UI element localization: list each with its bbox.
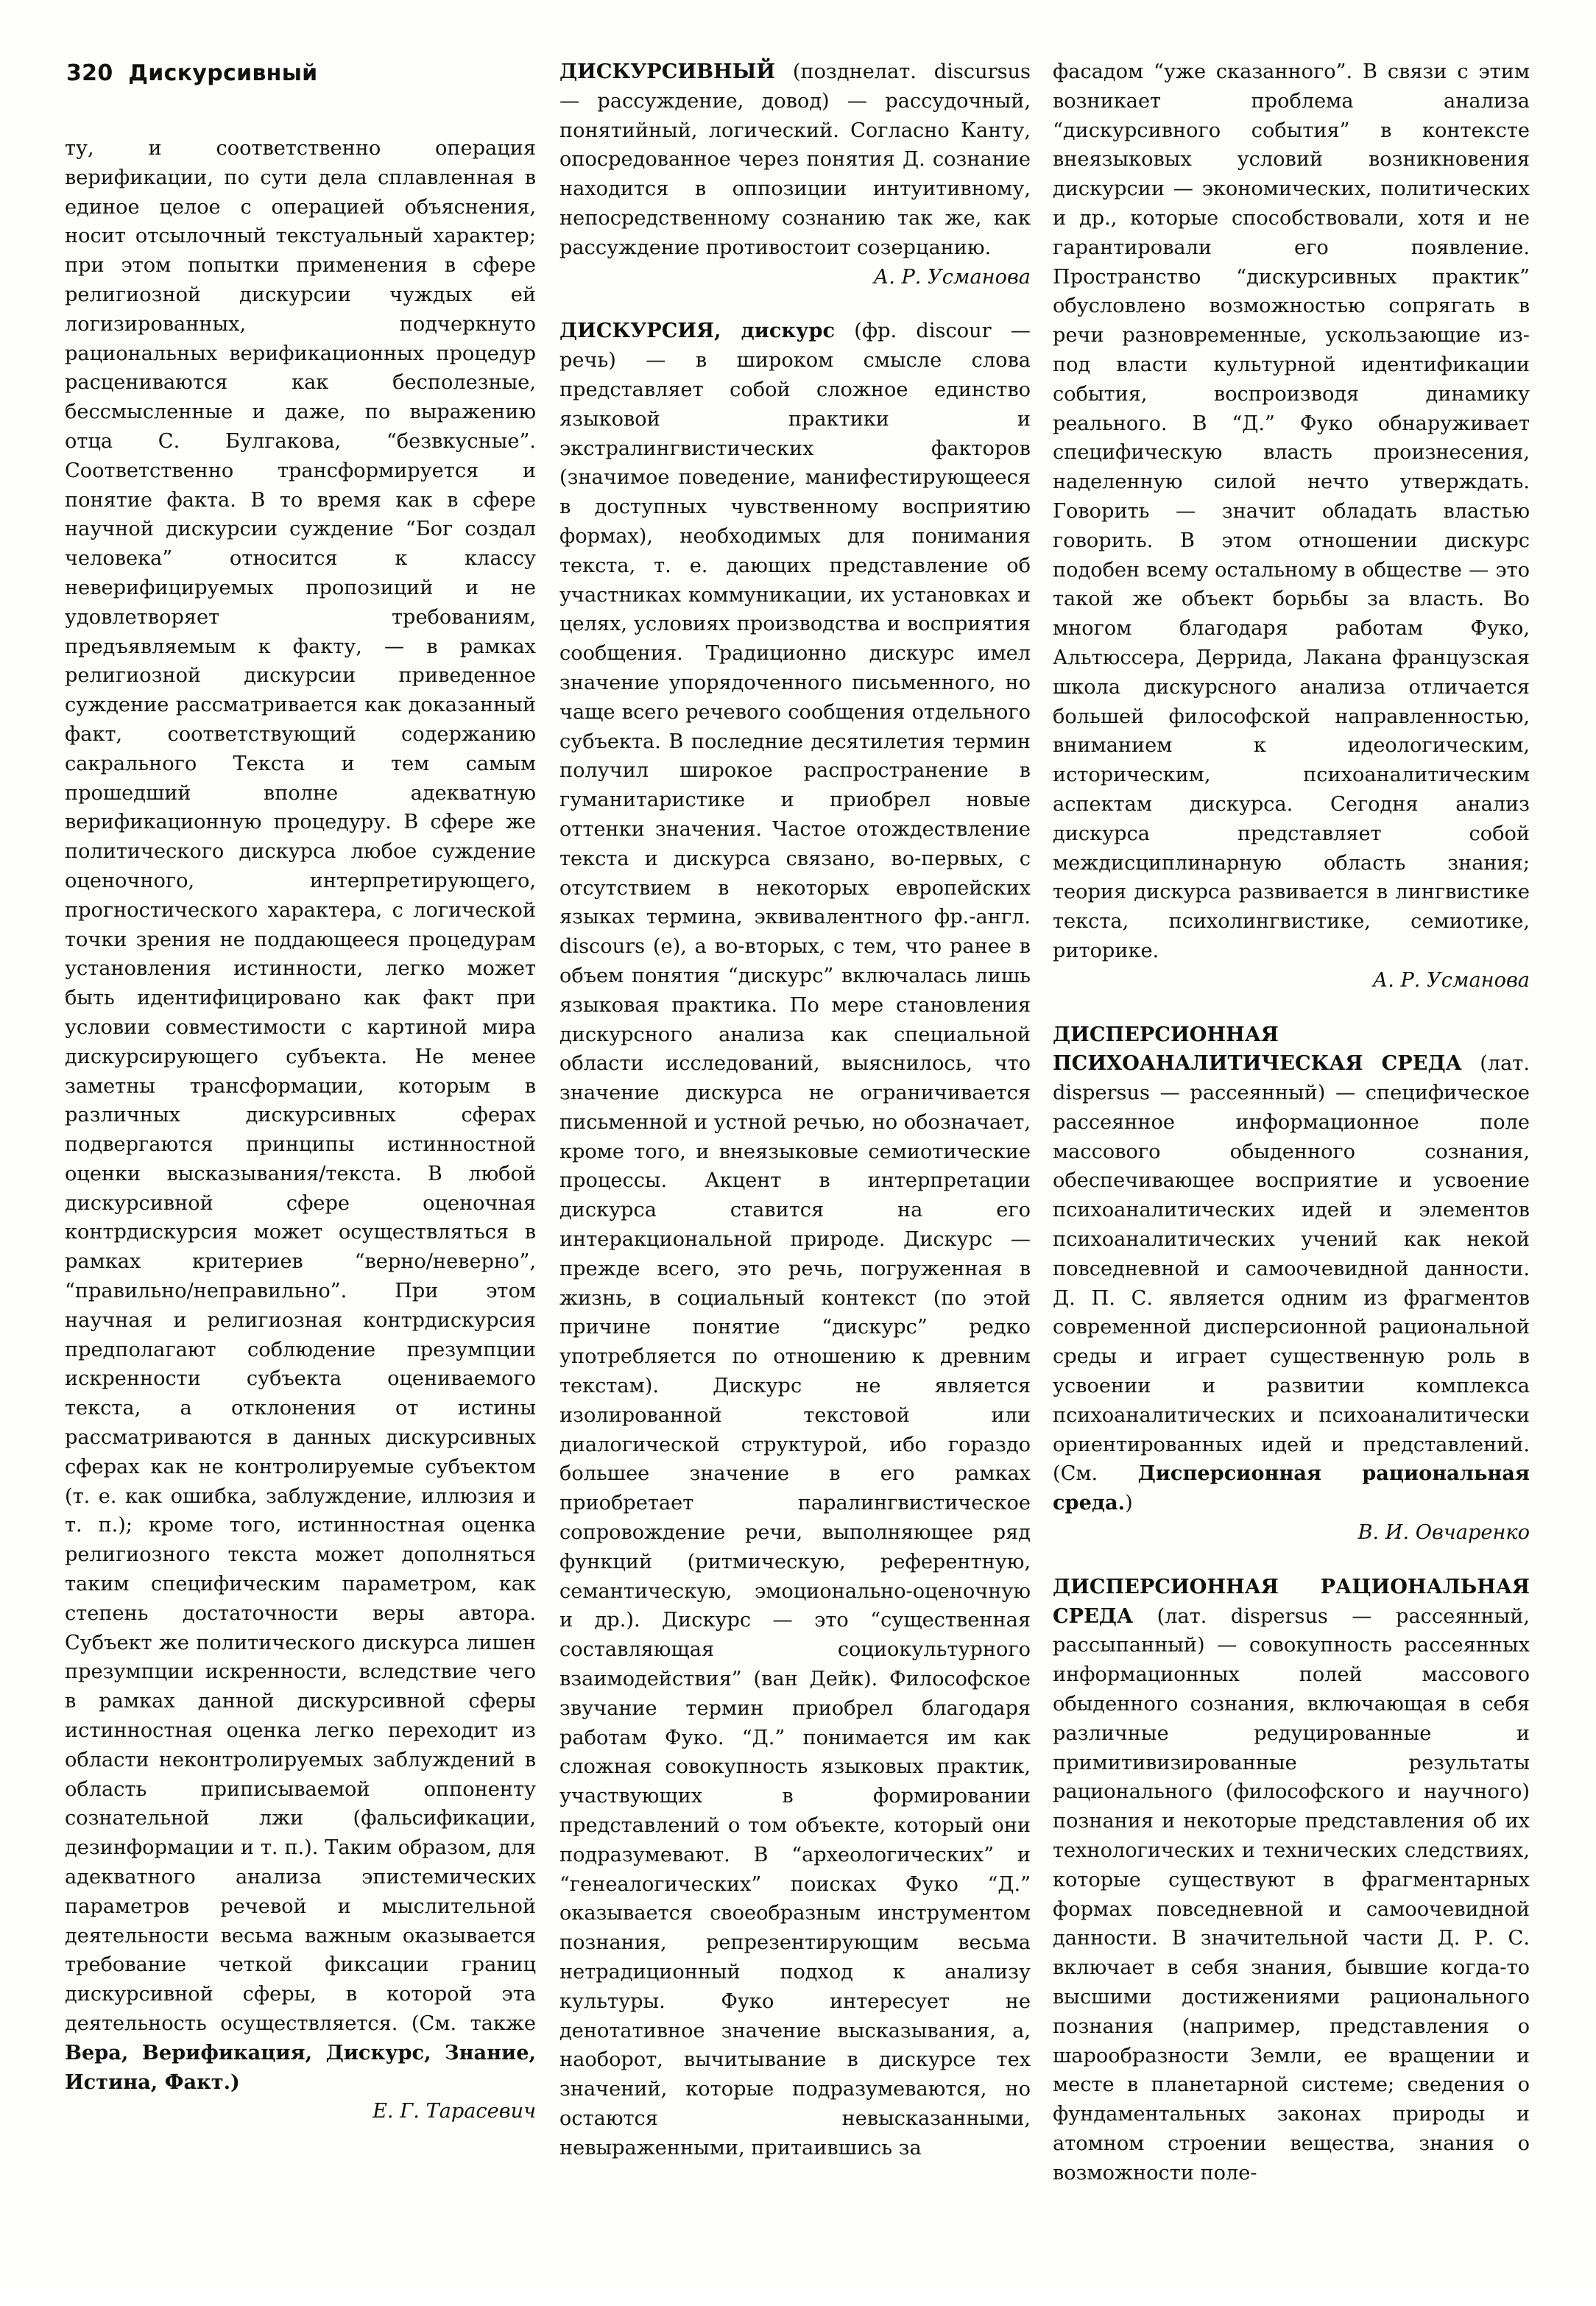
see-prefix: (См. bbox=[1053, 1462, 1138, 1486]
see-also-links: Вера, Верификация, Дискурс, Знание, Истина, Факт.) bbox=[65, 2040, 536, 2094]
entry-headword: ДИСПЕРСИОННАЯ ПСИХОАНАЛИТИЧЕСКАЯ СРЕДА bbox=[1053, 1022, 1462, 1076]
entry-body: (позднелат. discursus — рассуждение, довод) — рассудочный, понятийный, логический. Согласно Канту, опосредованное через понятия Д. сознание находится в оппозиции интуитивному, непосредственному сознанию так же, как рассуждение противостоит созерцанию. bbox=[559, 60, 1031, 259]
running-head bbox=[66, 60, 317, 86]
page-number: 320 bbox=[66, 60, 113, 86]
entry-diskursivny bbox=[559, 57, 1031, 292]
entry-diskursiya bbox=[559, 317, 1031, 2162]
col1-body-text: ту, и соответственно операция верификации, по сути дела сплавленная в единое целое с операцией объяснения, носит отсылочный текстуальный характер; при этом попытки применения в сфере религиозной дискурсии чуждых ей логизированных, подчеркнуто рациональных верификационных процедур расцениваются как бесполезные, бессмысленные и даже, по выражению отца С. Булгакова, “безвкусные”. Соответственно трансформируется и понятие факта. В то время как в сфере научной дискурсии суждение “Бог создал человека” относится к классу неверифицируемых пропозиций и не удовлетворяет требованиям, предъявляемым к факту, — в рамках религиозной дискурсии приведенное суждение рассматривается как доказанный факт, соответствующий содержанию сакрального Текста и тем самым прошедший вполне адекватную верификационную процедуру. В сфере же политического дискурса любое суждение оценочного, интерпретирующего, прогностического характера, с логической точки зрения не поддающееся процедурам установления истинности, легко может быть идентифицировано как факт при условии совместимости с картиной мира дискурсирующего субъекта. Не менее заметны трансформации, которым в различных дискурсивных сферах подвергаются принципы истинностной оценки высказывания/текста. В любой дискурсивной сфере оценочная контрдискурсия может осуществляться в рамках критериев “верно/неверно”, “правильно/неправильно”. При этом научная и религиозная контрдискурсия предполагают соблюдение презумпции искренности субъекта оцениваемого текста, а отклонения от истины рассматриваются в данных дискурсивных сферах как не контролируемые субъектом (т. е. как ошибка, заблуждение, иллюзия и т. п.); кроме того, истинностная оценка религиозного текста может дополняться таким специфическим параметром, как степень достаточности веры автора. Субъект же политического дискурса лишен презумпции искренности, вследствие чего в рамках данной дискурсивной сферы истинностная оценка легко переходит из области неконтролируемых заблуждений в область приписываемой оппоненту сознательной лжи (фальсификации, дезинформации и т. п.). Таким образом, для адекватного анализа эпистемических параметров речевой и мыслительной деятельности весьма важным оказывается требование четкой фиксации границ дискурсивной сферы, в которой эта деятельность осуществляется. (См. также bbox=[65, 137, 536, 2035]
author-signature: А. Р. Усманова bbox=[1372, 968, 1530, 992]
column-3 bbox=[1053, 57, 1530, 2229]
entry-headword: ДИСКУРСИВНЫЙ bbox=[559, 60, 776, 83]
see-also-link: Дисперсионная рациональная среда. bbox=[1053, 1461, 1530, 1515]
author-signature: А. Р. Усманова bbox=[873, 265, 1031, 289]
entry-body: (лат. dispersus — рассеянный, рассыпанный) — совокупность рассеянных информационных полей массового обыденного сознания, включающая в себя различные редуцированные и примитивизированные результаты рационального (философского и научного) познания и некоторые представления об их технологических и технических следствиях, которые существуют в фрагментарных формах повседневной и самоочевидной данности. В значительной части Д. Р. С. включает в себя знания, бывшие когда-то высшими достижениями рационального познания (например, представления о шарообразности Земли, ее вращении и месте в планетарной системе; сведения о фундаментальных законах природы и атомном строении вещества, знания о возможности поле- bbox=[1053, 1604, 1530, 2185]
column-2 bbox=[559, 57, 1031, 2229]
entry-dispersionnaya-ratsionalnaya-sreda bbox=[1053, 1573, 1530, 2188]
see-suffix: ) bbox=[1125, 1492, 1133, 1515]
running-title: Дискурсивный bbox=[128, 60, 318, 86]
entry-body: фасадом “уже сказанного”. В связи с этим возникает проблема анализа “дискурсивного события” в контексте внеязыковых условий возникновения дискурсии — экономических, политических и др., которые способствовали, хотя и не гарантировали его появление. Пространство “дискурсивных практик” обусловлено возможностью сопрягать в речи разновременные, ускользающие из-под власти культурной идентификации события, воспроизводя динамику реального. В “Д.” Фуко обнаруживает специфическую власть произнесения, наделенную силой нечто утверждать. Говорить — значит обладать властью говорить. В этом отношении дискурс подобен всему остальному в обществе — это такой же объект борьбы за власть. Во многом благодаря работам Фуко, Альтюссера, Деррида, Лакана французская школа дискурсного анализа отличается большей философской направленностью, вниманием к идеологическим, историческим, психоаналитическим аспектам дискурса. Сегодня анализ дискурса представляет собой междисциплинарную область знания; теория дискурса развивается в лингвистике текста, психолингвистике, семиотике, риторике. bbox=[1053, 60, 1530, 962]
author-signature: В. И. Овчаренко bbox=[1357, 1521, 1530, 1545]
entry-diskursiya-continued bbox=[1053, 57, 1530, 995]
entry-body: (лат. dispersus — рассеянный) — специфическое рассеянное информационное поле массового обыденного сознания, обеспечивающее восприятие и усвоение психоаналитических идей и элементов психоаналитических учений как некой повседневной и самоочевидной данности. Д. П. С. является одним из фрагментов современной дисперсионной рациональной среды и играет существенную роль в усвоении и развитии комплекса психоаналитических и психоаналитически ориентированных идей и представлений. bbox=[1053, 1052, 1530, 1456]
entry-headword: ДИСКУРСИЯ, дискурс bbox=[559, 319, 836, 343]
column-1 bbox=[65, 134, 536, 2306]
entry-dispersionnaya-psikhoanaliticheskaya-sreda bbox=[1053, 1020, 1530, 1548]
entry-body: (фр. discour — речь) — в широком смысле слова представляет собой сложное единство языковой практики и экстралингвистических факторов (значимое поведение, манифестирующееся в доступных чувственному восприятию формах), необходимых для понимания текста, т. е. дающих представление об участниках коммуникации, их установках и целях, условиях производства и восприятия сообщения. Традиционно дискурс имел значение упорядоченного письменного, но чаще всего речевого сообщения отдельного субъекта. В последние десятилетия термин получил широкое распространение в гуманитаристике и приобрел новые оттенки значения. Частое отождествление текста и дискурса связано, во-первых, с отсутствием в некоторых европейских языках термина, эквивалентного фр.-англ. discours (e), а во-вторых, с тем, что ранее в объем понятия “дискурс” включалась лишь языковая практика. По мере становления дискурсного анализа как специальной области исследований, выяснилось, что значение дискурса не ограничивается письменной и устной речью, но обозначает, кроме того, и внеязыковые семиотические процессы. Акцент в интерпретации дискурса ставится на его интеракциональной природе. Дискурс — прежде всего, это речь, погруженная в жизнь, в социальный контекст (по этой причине понятие “дискурс” редко употребляется по отношению к древним текстам). Дискурс не является изолированной текстовой или диалогической структурой, ибо гораздо большее значение в его рамках приобретает паралингвистическое сопровождение речи, выполняющее ряд функций (ритмическую, референтную, семантическую, эмоционально-оценочную и др.). Дискурс — это “существенная составляющая социокультурного взаимодействия” (ван Дейк). Философское звучание термин приобрел благодаря работам Фуко. “Д.” понимается им как сложная совокупность языковых практик, участвующих в формировании представлений о том объекте, который они подразумевают. В “археологических” и “генеалогических” поисках Фуко “Д.” оказывается своеобразным инструментом познания, репрезентирующим весьма нетрадиционный подход к анализу культуры. Фуко интересует не денотативное значение высказывания, а, наоборот, вычитывание в дискурсе тех значений, которые подразумеваются, но остаются невысказанными, невыраженными, притаившись за bbox=[559, 320, 1031, 2159]
entry-headword: ДИСПЕРСИОННАЯ РАЦИОНАЛЬНАЯ СРЕДА bbox=[1053, 1574, 1530, 1628]
continued-entry-text bbox=[65, 134, 536, 2097]
author-signature: Е. Г. Тарасевич bbox=[372, 2100, 536, 2123]
